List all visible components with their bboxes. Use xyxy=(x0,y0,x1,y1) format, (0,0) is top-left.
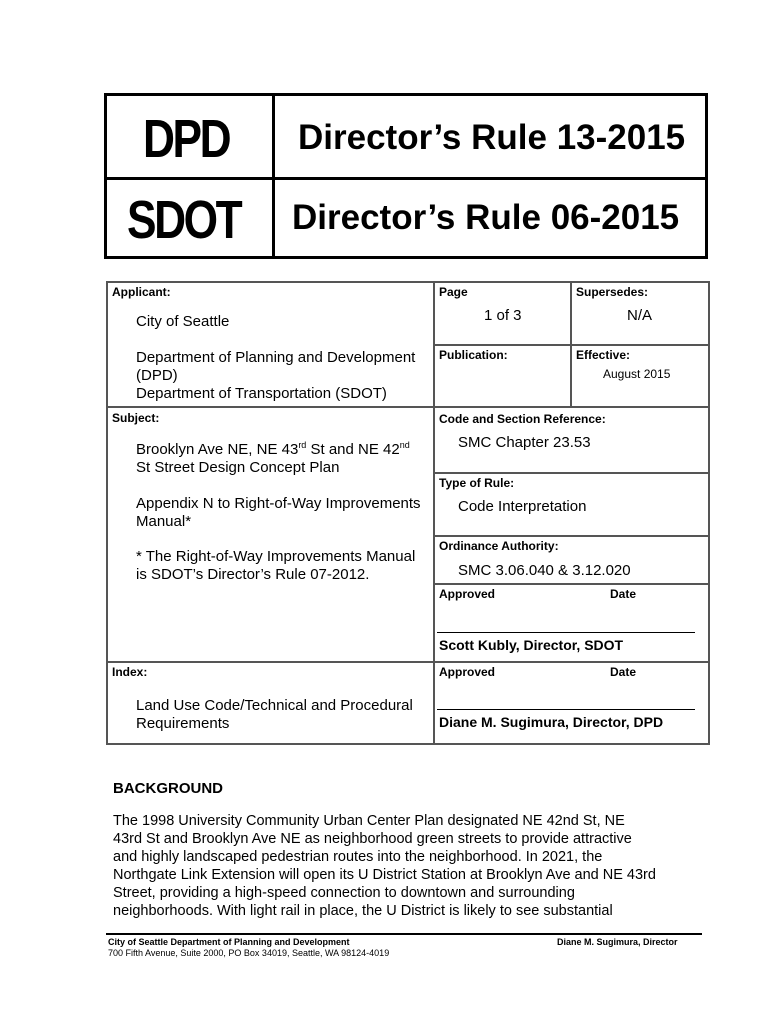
background-heading: BACKGROUND xyxy=(113,780,223,797)
paragraph-line: neighborhoods. With light rail in place, the U District is likely to see substantial xyxy=(113,903,613,919)
page-label: Page xyxy=(439,285,468,299)
applicant-label: Applicant: xyxy=(112,285,171,299)
applicant-city: City of Seattle xyxy=(136,313,230,330)
index-line-2: Requirements xyxy=(136,715,230,732)
signature-line-dpd xyxy=(437,709,695,710)
footer-rule xyxy=(106,933,702,935)
code-reference-value: SMC Chapter 23.53 xyxy=(458,434,591,451)
subject-line-1 xyxy=(136,441,410,459)
index-label: Index: xyxy=(112,665,148,679)
signer-sdot: Scott Kubly, Director, SDOT xyxy=(439,637,624,653)
rule-header-box xyxy=(104,93,708,259)
supersedes-label: Supersedes: xyxy=(576,285,649,299)
page-value: 1 of 3 xyxy=(484,307,522,324)
signature-line-sdot xyxy=(437,632,695,633)
paragraph-line: Street, providing a high-speed connection to downtown and surrounding xyxy=(113,885,575,901)
date-label-dpd: Date xyxy=(610,665,637,679)
dpd-rule-number: Director’s Rule 13-2015 xyxy=(298,118,686,157)
subject-line-4: Manual* xyxy=(136,513,192,530)
effective-value: August 2015 xyxy=(603,367,671,381)
approved-label-sdot: Approved xyxy=(439,587,496,601)
header-divider-horizontal xyxy=(107,177,705,180)
rule-type-value: Code Interpretation xyxy=(458,498,587,515)
publication-label: Publication: xyxy=(439,348,508,362)
date-label-sdot: Date xyxy=(610,587,637,601)
footer-address: 700 Fifth Avenue, Suite 2000, PO Box 34019, Seattle, WA 98124-4019 xyxy=(108,948,390,958)
subject-line-1-part-a: Brooklyn Ave NE, NE 43 xyxy=(136,441,299,458)
subject-line-3: Appendix N to Right-of-Way Improvements xyxy=(136,495,421,512)
header-divider-vertical xyxy=(272,96,275,256)
subject-line-1-part-b: St and NE 42 xyxy=(306,441,400,458)
applicant-dpd: Department of Planning and Development xyxy=(136,349,416,366)
signer-dpd: Diane M. Sugimura, Director, DPD xyxy=(439,714,664,730)
applicant-sdot: Department of Transportation (SDOT) xyxy=(136,385,387,402)
paragraph-line: 43rd St and Brooklyn Ave NE as neighborhood green streets to provide attractive xyxy=(113,831,632,847)
subject-label: Subject: xyxy=(112,411,160,425)
ordinance-authority-label: Ordinance Authority: xyxy=(439,539,559,553)
dpd-logo: DPD xyxy=(143,109,230,169)
supersedes-value: N/A xyxy=(627,307,653,324)
approved-label-dpd: Approved xyxy=(439,665,496,679)
ordinance-authority-value: SMC 3.06.040 & 3.12.020 xyxy=(458,562,631,579)
subject-line-1-sup-nd: nd xyxy=(399,440,410,450)
effective-label: Effective: xyxy=(576,348,631,362)
subject-line-6: is SDOT’s Director’s Rule 07-2012. xyxy=(136,566,370,583)
paragraph-line: and highly landscaped pedestrian routes into the neighborhood. In 2021, the xyxy=(113,849,603,865)
rule-type-label: Type of Rule: xyxy=(439,476,515,490)
applicant-dpd-abbr: (DPD) xyxy=(136,367,178,384)
sdot-logo: SDOT xyxy=(127,190,241,250)
subject-line-2: St Street Design Concept Plan xyxy=(136,459,340,476)
footer-director: Diane M. Sugimura, Director xyxy=(557,937,678,947)
sdot-rule-number: Director’s Rule 06-2015 xyxy=(292,198,680,237)
background-paragraph xyxy=(113,812,673,920)
paragraph-line: The 1998 University Community Urban Center Plan designated NE 42nd St, NE xyxy=(113,813,625,829)
index-line-1: Land Use Code/Technical and Procedural xyxy=(136,697,413,714)
footer-org: City of Seattle Department of Planning and Development xyxy=(108,937,350,947)
rule-info-table xyxy=(106,281,710,745)
code-reference-label: Code and Section Reference: xyxy=(439,412,606,426)
subject-line-5: * The Right-of-Way Improvements Manual xyxy=(136,548,416,565)
paragraph-line: Northgate Link Extension will open its U District Station at Brooklyn Ave and NE 43rd xyxy=(113,867,656,883)
subject-line-1-sup-rd: rd xyxy=(298,440,307,450)
